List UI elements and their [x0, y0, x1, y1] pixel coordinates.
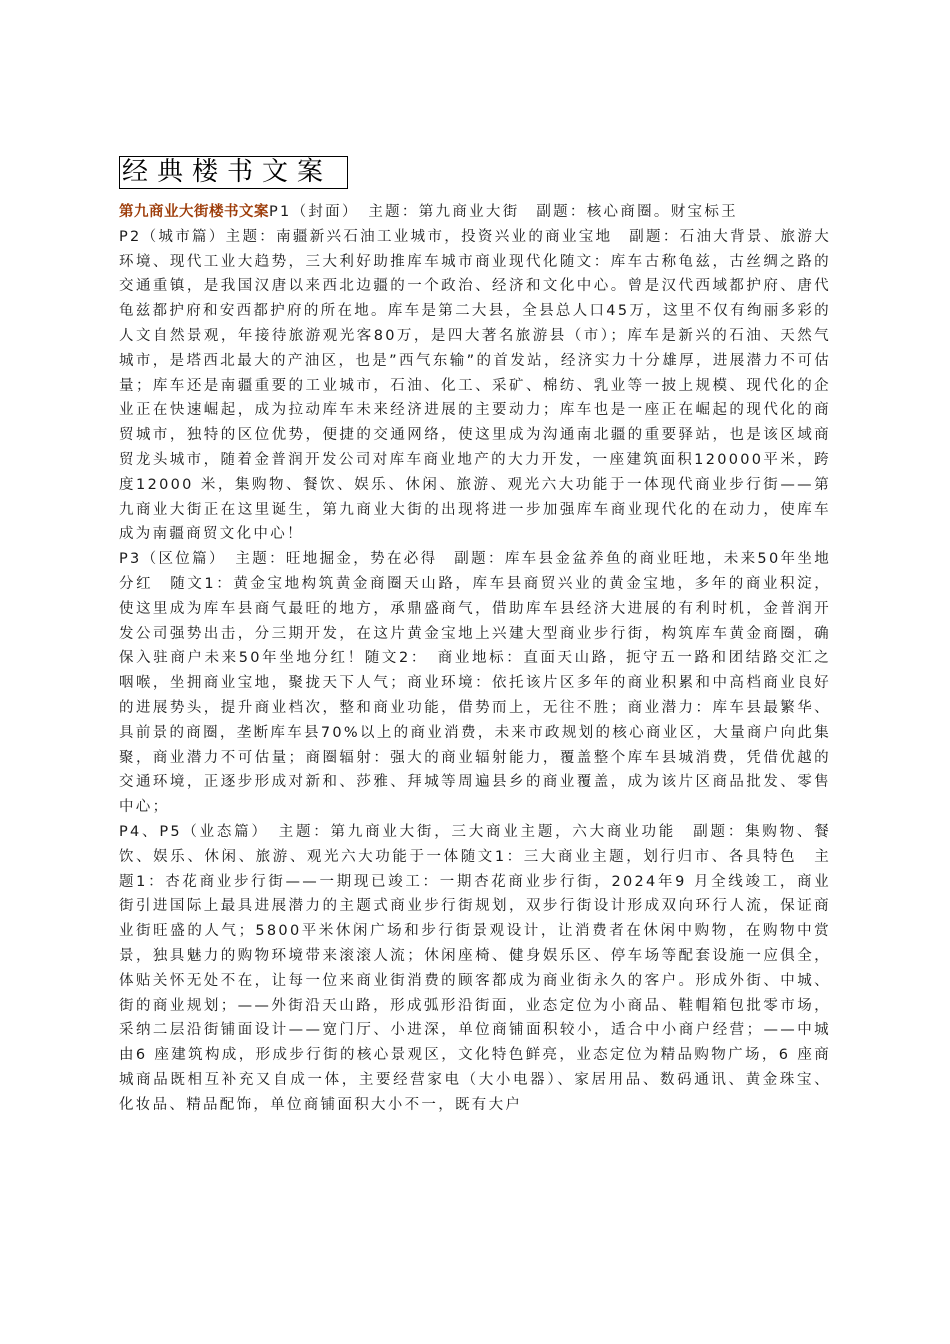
- document-body: [119, 200, 831, 1117]
- document-title: 经典楼书文案: [119, 156, 348, 189]
- paragraph-business: P4、P5（业态篇） 主题：第九商业大街，三大商业主题，六大商业功能 副题：集购物、餐饮、娱乐、休闲、旅游、观光六大功能于一体随文1：三大商业主题，划行归市、各具特色 主题1：杏花商业步行街——一期现已竣工：一期杏花商业步行街，2024年9 月全线竣工，商业街引进国际上最具进展潜力的主题式商业步行街规划，双步行街设计形成双向环行人流，保证商业街旺盛的人气；5800平米休闲广场和步行街景观设计，让消费者在休闲中购物，在购物中赏景，独具魅力的购物环境带来滚滚人流；休闲座椅、健身娱乐区、停车场等配套设施一应俱全，体贴关怀无处不在，让每一位来商业街消费的顾客都成为商业街永久的客户。形成外街、中城、街的商业规划；——外街沿天山路，形成弧形沿街面，业态定位为小商品、鞋帽箱包批零市场，采纳二层沿街铺面设计——宽门厅、小进深，单位商铺面积较小，适合中小商户经营；——中城由6 座建筑构成，形成步行街的核心景观区，文化特色鲜亮，业态定位为精品购物广场，6 座商城商品既相互补充又自成一体，主要经营家电（大小电器）、家居用品、数码通讯、黄金珠宝、化妆品、精品配饰，单位商铺面积大小不一，既有大户: [119, 823, 831, 1113]
- lead-paragraph: [119, 200, 831, 225]
- lead-highlight: 第九商业大街楼书文案: [119, 204, 269, 220]
- lead-text: P1（封面） 主题：第九商业大街 副题：核心商圈。财宝标王: [269, 204, 738, 220]
- paragraph-location: P3（区位篇） 主题：旺地掘金，势在必得 副题：库车县金盆养鱼的商业旺地，未来50年坐地分红 随文1：黄金宝地构筑黄金商圈天山路，库车县商贸兴业的黄金宝地，多年的商业积淀，使这里成为库车县商气最旺的地方，承鼎盛商气，借助库车县经济大进展的有利时机，金普润开发公司强势出击，分三期开发，在这片黄金宝地上兴建大型商业步行街，构筑库车黄金商圈，确保入驻商户未来50年坐地分红！随文2： 商业地标：直面天山路，扼守五一路和团结路交汇之咽喉，坐拥商业宝地，聚拢天下人气；商业环境：依托该片区多年的商业积累和中高档商业良好的进展势头，提升商业档次，整和商业功能，借势而上，无往不胜；商业潜力：库车县最繁华、具前景的商圈，垄断库车县70%以上的商业消费，未来市政规划的核心商业区，大量商户向此集聚，商业潜力不可估量；商圈辐射：强大的商业辐射能力，覆盖整个库车县城消费，凭借优越的交通环境，正逐步形成对新和、莎雅、拜城等周遍县乡的商业覆盖，成为该片区商品批发、零售中心；: [119, 551, 831, 816]
- paragraph-city: P2（城市篇）主题：南疆新兴石油工业城市，投资兴业的商业宝地 副题：石油大背景、旅游大环境、现代工业大趋势，三大利好助推库车城市商业现代化随文：库车古称龟兹，古丝绸之路的交通重镇，是我国汉唐以来西北边疆的一个政治、经济和文化中心。曾是汉代西域都护府、唐代龟兹都护府和安西都护府的所在地。库车是第二大县，全县总人口45万，这里不仅有绚丽多彩的人文自然景观，年接待旅游观光客80万，是四大著名旅游县（市）；库车是新兴的石油、天然气城市，是塔西北最大的产油区，也是”西气东输”的首发站，经济实力十分雄厚，进展潜力不可估量；库车还是南疆重要的工业城市，石油、化工、采矿、棉纺、乳业等一披上规模、现代化的企业正在快速崛起，成为拉动库车未来经济进展的主要动力；库车也是一座正在崛起的现代化的商贸城市，独特的区位优势，便捷的交通网络，使这里成为沟通南北疆的重要驿站，也是该区域商贸龙头城市，随着金普润开发公司对库车商业地产的大力开发，一座建筑面积120000平米，跨度12000 米，集购物、餐饮、娱乐、休闲、旅游、观光六大功能于一体现代商业步行街——第九商业大街正在这里诞生，第九商业大街的出现将进一步加强库车商业现代化的在动力，使库车成为南疆商贸文化中心！: [119, 228, 831, 543]
